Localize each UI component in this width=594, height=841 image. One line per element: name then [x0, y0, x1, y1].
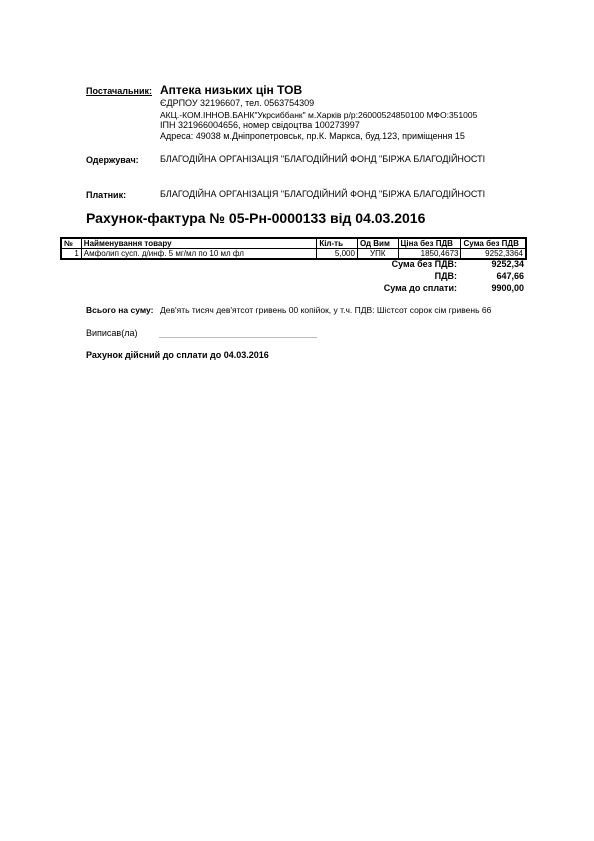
cell-sum: 9252,3364: [461, 249, 526, 260]
to-pay-value: 9900,00: [491, 283, 524, 293]
payer-label: Платник:: [86, 190, 127, 200]
table-row: [61, 249, 526, 260]
items-table: [60, 237, 527, 260]
cell-price: 1850,4673: [398, 249, 461, 260]
cell-name: Амфолип сусп. д/инф. 5 мг/мл по 10 мл фл: [81, 249, 317, 260]
invoice-title: Рахунок-фактура № 05-Рн-0000133 від 04.03.2016: [86, 210, 426, 226]
col-header-price: Ціна без ПДВ: [398, 238, 461, 249]
to-pay-label: Сума до сплати:: [383, 283, 457, 293]
validity-note: Рахунок дійсний до сплати до 04.03.2016: [86, 350, 269, 360]
col-header-qty: Кіл-ть: [317, 238, 358, 249]
cell-unit: УПК: [357, 249, 398, 260]
supplier-bank: АКЦ.-КОМ.ІННОВ.БАНК"Укрсиббанк" м.Харків р/р:26000524850100 МФО:351005: [160, 110, 478, 120]
col-header-name: Найменування товару: [81, 238, 317, 249]
signature-line: [159, 337, 317, 338]
vat-label: ПДВ:: [434, 271, 457, 281]
cell-qty: 5,000: [317, 249, 358, 260]
supplier-address: Адреса: 49038 м.Дніпропетровськ, пр.К. Маркса, буд.123, приміщення 15: [160, 131, 465, 141]
total-no-vat-label: Сума без ПДВ:: [391, 259, 457, 269]
payer-value: БЛАГОДІЙНА ОРГАНІЗАЦІЯ "БЛАГОДІЙНИЙ ФОНД "БІРЖА БЛАГОДІЙНОСТІ: [160, 189, 486, 199]
col-header-sum: Сума без ПДВ: [461, 238, 526, 249]
table-header-row: [61, 238, 526, 249]
in-words-value: Дев'ять тисяч дев'ятсот гривень 00 копійок, у т.ч. ПДВ: Шістсот сорок сім гривень 66: [160, 305, 492, 315]
supplier-edrpou: ЄДРПОУ 32196607, тел. 0563754309: [160, 98, 315, 108]
recipient-label: Одержувач:: [86, 155, 139, 165]
supplier-name: Аптека низьких цін ТОВ: [160, 83, 303, 97]
total-no-vat-value: 9252,34: [491, 259, 524, 269]
in-words-label: Всього на суму:: [86, 305, 154, 315]
col-header-number: №: [61, 238, 81, 249]
col-header-unit: Од Вим: [357, 238, 398, 249]
supplier-label: Постачальник:: [86, 86, 152, 96]
vat-value: 647,66: [496, 271, 524, 281]
recipient-value: БЛАГОДІЙНА ОРГАНІЗАЦІЯ "БЛАГОДІЙНИЙ ФОНД "БІРЖА БЛАГОДІЙНОСТІ: [160, 154, 486, 164]
supplier-tax-id: ІПН 321966004656, номер свідоцтва 100273997: [160, 120, 360, 130]
issued-by-label: Виписав(ла): [86, 328, 138, 338]
cell-number: 1: [61, 249, 81, 260]
